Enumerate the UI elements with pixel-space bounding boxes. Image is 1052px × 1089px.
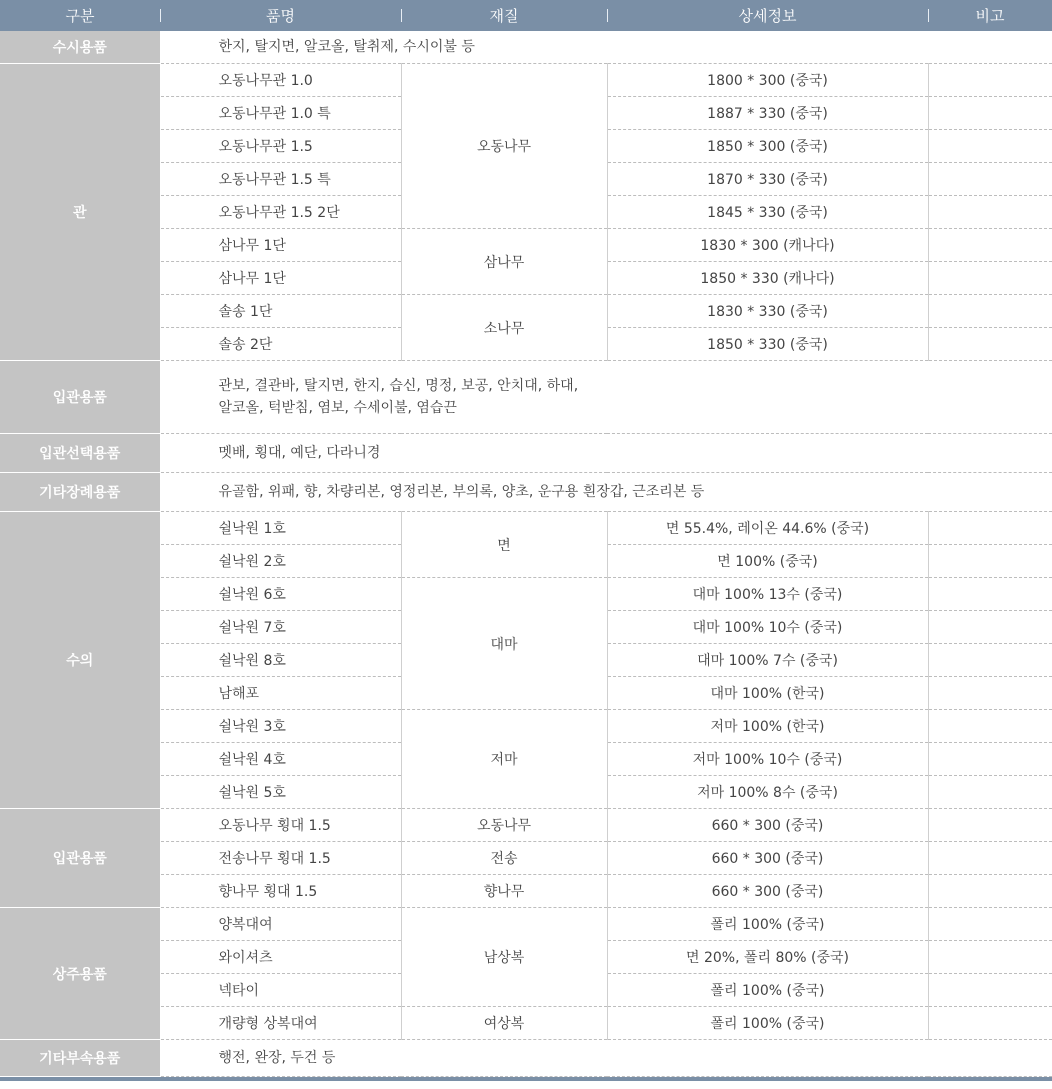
note [928,710,1052,743]
table-bottom-border [0,1077,1052,1081]
detail: 면 55.4%, 레이온 44.6% (중국) [607,512,928,545]
material: 면 [401,512,607,578]
material: 대마 [401,578,607,710]
note [928,545,1052,578]
header-material: 재질 [401,0,607,31]
note [928,64,1052,97]
product-name: 오동나무관 1.0 특 [160,97,401,130]
category-label: 입관선택용품 [0,434,160,473]
table-row [0,908,1052,941]
detail: 대마 100% (한국) [607,677,928,710]
product-name: 오동나무 횡대 1.5 [160,809,401,842]
product-name: 삼나무 1단 [160,229,401,262]
header-detail: 상세정보 [607,0,928,31]
product-name: 오동나무관 1.0 [160,64,401,97]
detail: 660 * 300 (중국) [607,842,928,875]
category-label: 관 [0,64,160,361]
table-row [0,512,1052,545]
table-row [0,434,1052,473]
detail: 1830 * 330 (중국) [607,295,928,328]
detail: 저마 100% 10수 (중국) [607,743,928,776]
detail: 면 20%, 폴리 80% (중국) [607,941,928,974]
header-category: 구분 [0,0,160,31]
note [928,908,1052,941]
material: 소나무 [401,295,607,361]
table-row [0,64,1052,97]
product-name: 양복대여 [160,908,401,941]
category-label: 입관용품 [0,809,160,908]
row-text: 한지, 탈지면, 알코올, 탈취제, 수시이불 등 [160,31,1052,64]
row-text: 멧배, 횡대, 예단, 다라니경 [160,434,1052,473]
material: 남상복 [401,908,607,1007]
product-name: 오동나무관 1.5 2단 [160,196,401,229]
category-label: 입관용품 [0,361,160,434]
detail: 면 100% (중국) [607,545,928,578]
material: 여상복 [401,1007,607,1040]
note [928,229,1052,262]
note [928,743,1052,776]
detail: 1845 * 330 (중국) [607,196,928,229]
product-name: 쉴낙원 7호 [160,611,401,644]
product-name: 오동나무관 1.5 특 [160,163,401,196]
detail: 1870 * 330 (중국) [607,163,928,196]
category-label: 수의 [0,512,160,809]
material: 오동나무 [401,64,607,229]
category-label: 상주용품 [0,908,160,1040]
note [928,644,1052,677]
note [928,611,1052,644]
note [928,1007,1052,1040]
product-name: 쉴낙원 3호 [160,710,401,743]
product-name: 남해포 [160,677,401,710]
table-header [0,0,1052,31]
detail: 1850 * 300 (중국) [607,130,928,163]
header-product-name: 품명 [160,0,401,31]
note [928,262,1052,295]
table-row [0,809,1052,842]
product-name: 넥타이 [160,974,401,1007]
detail: 1800 * 300 (중국) [607,64,928,97]
note [928,809,1052,842]
material: 오동나무 [401,809,607,842]
header-note: 비고 [928,0,1052,31]
material: 향나무 [401,875,607,908]
row-text-line: 알코올, 턱받침, 염보, 수세이불, 염습끈 [218,400,457,416]
product-name: 와이셔츠 [160,941,401,974]
product-name: 오동나무관 1.5 [160,130,401,163]
material: 삼나무 [401,229,607,295]
product-name: 개량형 상복대여 [160,1007,401,1040]
note [928,941,1052,974]
note [928,677,1052,710]
detail: 1850 * 330 (중국) [607,328,928,361]
category-label: 기타부속용품 [0,1040,160,1077]
detail: 대마 100% 10수 (중국) [607,611,928,644]
note [928,130,1052,163]
product-name: 쉴낙원 8호 [160,644,401,677]
material: 전송 [401,842,607,875]
detail: 1850 * 330 (캐나다) [607,262,928,295]
product-name: 쉴낙원 2호 [160,545,401,578]
detail: 폴리 100% (중국) [607,1007,928,1040]
product-name: 쉴낙원 6호 [160,578,401,611]
note [928,842,1052,875]
note [928,875,1052,908]
note [928,295,1052,328]
product-name: 쉴낙원 1호 [160,512,401,545]
category-label: 기타장례용품 [0,473,160,512]
product-name: 솔송 2단 [160,328,401,361]
category-label: 수시용품 [0,31,160,64]
detail: 폴리 100% (중국) [607,974,928,1007]
detail: 폴리 100% (중국) [607,908,928,941]
product-name: 향나무 횡대 1.5 [160,875,401,908]
note [928,328,1052,361]
table-row [0,361,1052,434]
detail: 대마 100% 13수 (중국) [607,578,928,611]
note [928,512,1052,545]
detail: 저마 100% (한국) [607,710,928,743]
note [928,974,1052,1007]
note [928,97,1052,130]
table-row [0,31,1052,64]
note [928,776,1052,809]
row-text [160,361,1052,434]
detail: 660 * 300 (중국) [607,809,928,842]
detail: 저마 100% 8수 (중국) [607,776,928,809]
detail: 대마 100% 7수 (중국) [607,644,928,677]
table-row [0,1040,1052,1077]
note [928,196,1052,229]
detail: 660 * 300 (중국) [607,875,928,908]
material: 저마 [401,710,607,809]
row-text: 행전, 완장, 두건 등 [160,1040,1052,1077]
detail: 1887 * 330 (중국) [607,97,928,130]
note [928,578,1052,611]
row-text: 유골함, 위패, 향, 차량리본, 영정리본, 부의록, 양초, 운구용 흰장갑, 근조리본 등 [160,473,1052,512]
product-name: 솔송 1단 [160,295,401,328]
row-text-line: 관보, 결관바, 탈지면, 한지, 습신, 명정, 보공, 안치대, 하대, [218,378,579,394]
note [928,163,1052,196]
product-name: 쉴낙원 4호 [160,743,401,776]
product-name: 쉴낙원 5호 [160,776,401,809]
product-name: 삼나무 1단 [160,262,401,295]
table-row [0,473,1052,512]
product-name: 전송나무 횡대 1.5 [160,842,401,875]
detail: 1830 * 300 (캐나다) [607,229,928,262]
